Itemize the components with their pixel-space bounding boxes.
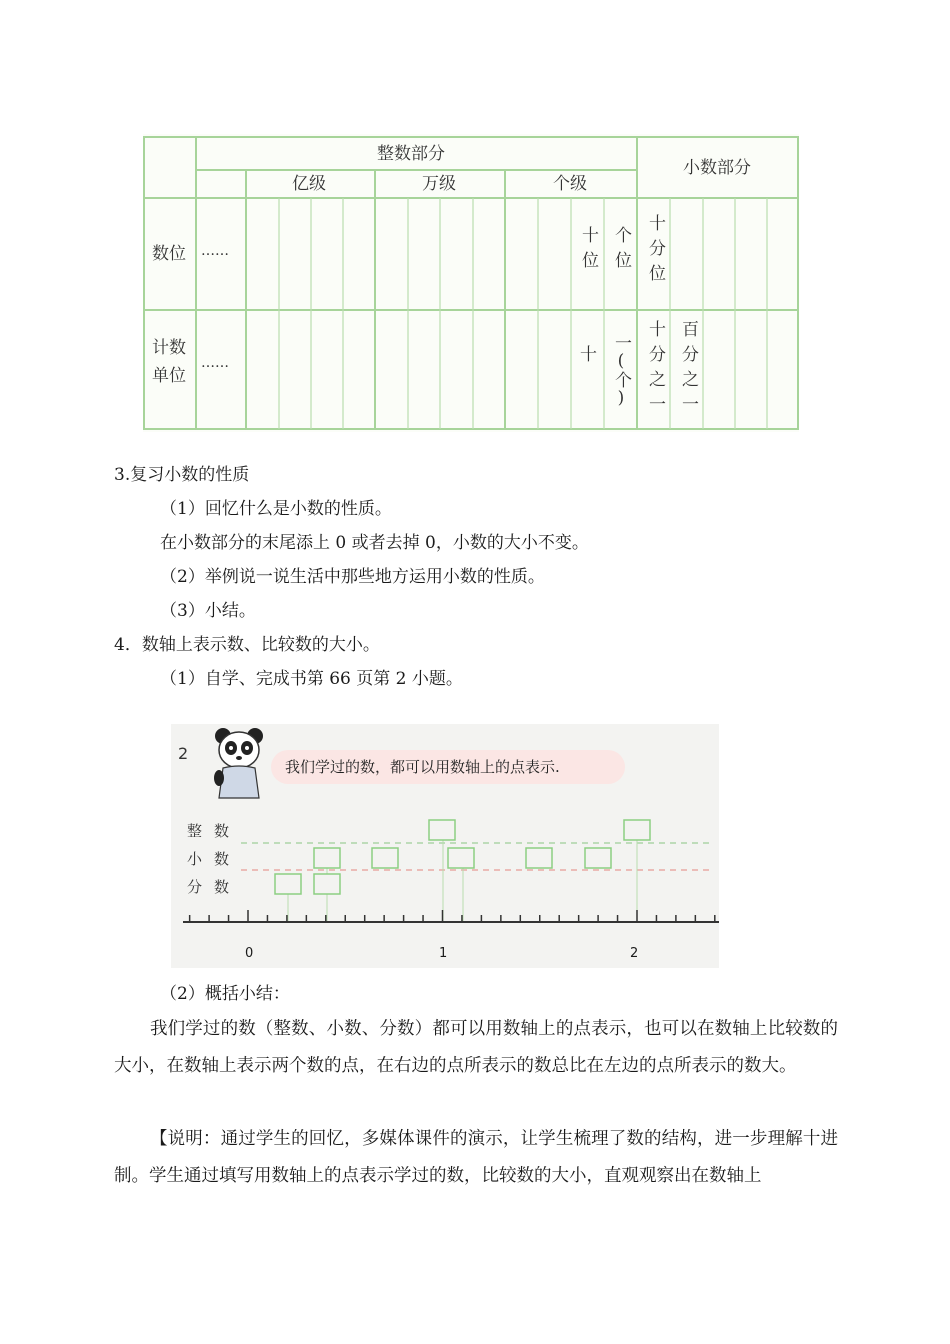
unit-tenth: 十分之一 xyxy=(645,320,665,420)
label-decimal: 小数 xyxy=(187,850,242,868)
place-value-table-grid xyxy=(143,134,799,432)
section-4-item-2: （2）概括小结： xyxy=(160,984,290,1004)
unit-ten: 十 xyxy=(580,345,597,365)
answer-box xyxy=(448,848,474,868)
answer-box xyxy=(275,874,301,894)
section-3-item-3: （3）小结。 xyxy=(160,601,256,621)
tick-label-1: 1 xyxy=(439,946,448,961)
section-4-item-1: （1）自学、完成书第 66 页第 2 小题。 xyxy=(160,669,463,689)
row-label-counting-unit-1: 计数 xyxy=(152,338,186,358)
label-fraction: 分数 xyxy=(187,878,242,896)
section-3-answer: 在小数部分的末尾添上 0 或者去掉 0，小数的大小不变。 xyxy=(160,533,589,553)
whole-part-header: 整数部分 xyxy=(377,144,445,164)
answer-box xyxy=(314,874,340,894)
tick-label-2: 2 xyxy=(630,946,639,961)
row-label-counting-unit-2: 单位 xyxy=(152,366,186,386)
label-integer: 整数 xyxy=(187,822,242,840)
row-label-digit-place: 数位 xyxy=(152,244,186,264)
section-3-item-2: （2）举例说一说生活中那些地方运用小数的性质。 xyxy=(160,567,545,587)
section-3-item-1: （1）回忆什么是小数的性质。 xyxy=(160,499,392,519)
ones-place: 个位 xyxy=(611,226,631,276)
summary-paragraph: 我们学过的数（整数、小数、分数）都可以用数轴上的点表示，也可以在数轴上比较数的大小，在数轴上表示两个数的点，在右边的点所表示的数总比在左边的点所表示的数大。 xyxy=(114,1019,838,1076)
tick-label-0: 0 xyxy=(245,946,254,961)
row2-ellipsis: …… xyxy=(201,355,229,371)
group-yi-label: 亿级 xyxy=(292,174,326,194)
answer-box xyxy=(585,848,611,868)
tenths-place: 十分位 xyxy=(645,214,665,289)
number-line-figure xyxy=(171,724,719,968)
unit-hundredth: 百分之一 xyxy=(678,320,698,420)
unit-one: 一(个) xyxy=(611,334,631,408)
decimal-part-header: 小数部分 xyxy=(683,158,751,178)
tens-place: 十位 xyxy=(578,226,598,276)
answer-box xyxy=(624,820,650,840)
section-4-title: 4．数轴上表示数、比较数的大小。 xyxy=(114,635,380,655)
place-value-table xyxy=(143,134,799,432)
number-line-diagram xyxy=(171,724,719,968)
answer-box xyxy=(372,848,398,868)
problem-number: 2 xyxy=(178,744,189,763)
section-3-title: 3.复习小数的性质 xyxy=(114,465,250,485)
row1-ellipsis: …… xyxy=(201,243,229,259)
speech-bubble: 我们学过的数，都可以用数轴上的点表示. xyxy=(271,750,625,784)
answer-box xyxy=(429,820,455,840)
group-wan-label: 万级 xyxy=(422,174,456,194)
answer-box xyxy=(526,848,552,868)
note-paragraph: 【说明：通过学生的回忆，多媒体课件的演示，让学生梳理了数的结构，进一步理解十进制。学生通过填写用数轴上的点表示学过的数，比较数的大小，直观观察出在数轴上 xyxy=(114,1129,838,1186)
group-ge-label: 个级 xyxy=(553,174,587,194)
answer-box xyxy=(314,848,340,868)
